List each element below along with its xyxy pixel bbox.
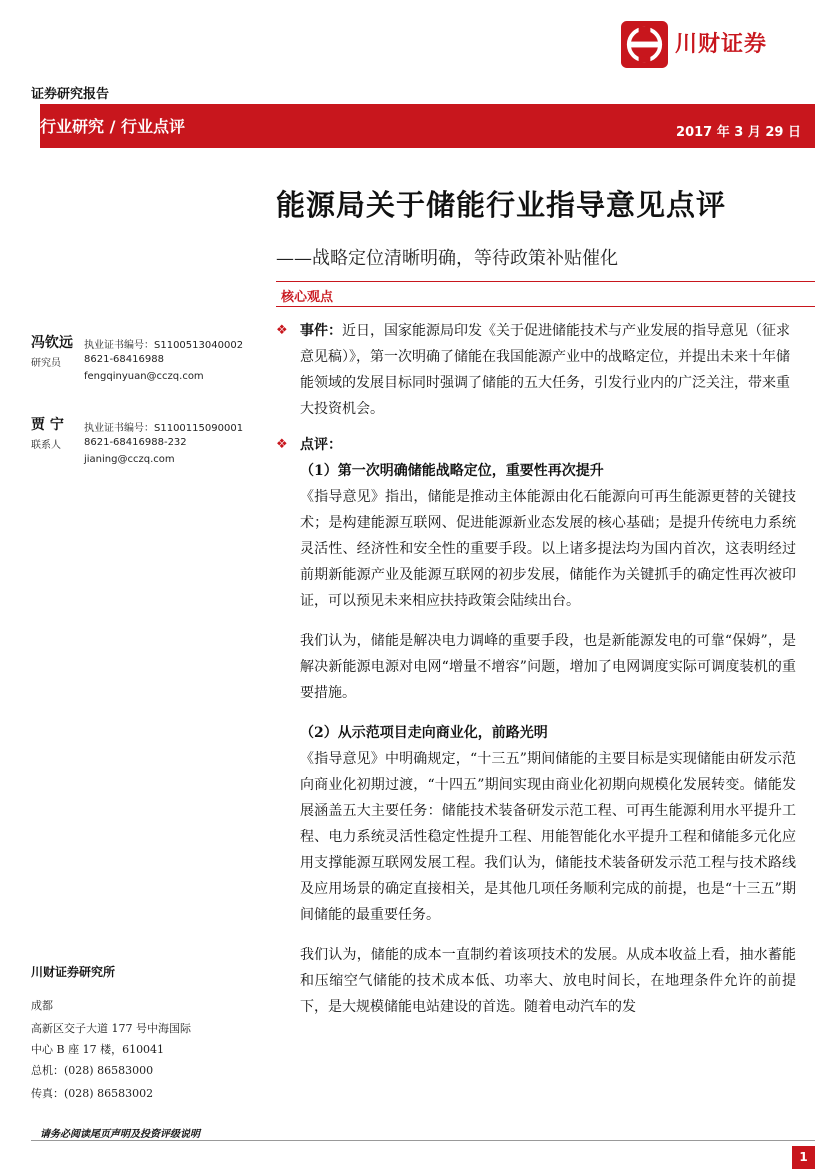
- institute-tel: 总机：(028) 86583000: [31, 1064, 154, 1077]
- diamond-bullet-icon: ❖: [276, 437, 288, 452]
- report-body: [276, 318, 796, 1034]
- report-date: 2017 年 3 月 29 日: [676, 125, 801, 140]
- paragraph: 《指导意见》指出，储能是推动主体能源由化石能源向可再生能源更替的关键技术；是构建能源互联网、促进能源新业态发展的核心基础；是提升传统电力系统灵活性、经济性和安全性的重要手段。以上诸多提法均为国内首次，这表明经过前期新能源产业及能源互联网的初步发展，储能作为关键抓手的确定性再次被印证，可以预见未来相应扶持政策会陆续出台。: [300, 489, 796, 609]
- analyst-name: 冯钦远: [31, 335, 73, 351]
- analyst-role: 联系人: [31, 440, 61, 451]
- analyst-phone: 8621-68416988-232: [84, 437, 187, 448]
- event-paragraph: [276, 318, 796, 422]
- page-number: 1: [792, 1146, 815, 1169]
- analyst-cert: 执业证书编号：S1100513040002: [84, 340, 244, 351]
- brand-name: 川财证券: [675, 32, 768, 57]
- report-category: 行业研究 / 行业点评: [40, 117, 185, 136]
- page-title: 能源局关于储能行业指导意见点评: [276, 188, 727, 222]
- analyst-email[interactable]: fengqinyuan@cczq.com: [84, 371, 204, 382]
- event-label: 事件：: [300, 323, 342, 339]
- institute-name: 川财证券研究所: [31, 965, 116, 979]
- section-heading: （1）第一次明确储能战略定位，重要性再次提升: [300, 463, 604, 479]
- analyst-name: 贾 宁: [31, 417, 64, 433]
- comment-heading: [276, 432, 796, 458]
- footer-disclaimer: 请务必阅读尾页声明及投资评级说明: [40, 1129, 200, 1140]
- analyst-cert: 执业证书编号：S1100115090001: [84, 423, 244, 434]
- institute-address: 高新区交子大道 177 号中海国际: [31, 1022, 191, 1035]
- brand-logo-icon: [621, 21, 668, 68]
- institute-address: 中心 B 座 17 楼，610041: [31, 1043, 165, 1056]
- diamond-bullet-icon: ❖: [276, 323, 288, 338]
- analyst-role: 研究员: [31, 358, 61, 369]
- paragraph: 我们认为，储能是解决电力调峰的重要手段，也是新能源发电的可靠“保姆”，是解决新能源电源对电网“增量不增容”问题，增加了电网调度实际可调度装机的重要措施。: [300, 633, 796, 701]
- section-heading: （2）从示范项目走向商业化，前路光明: [300, 725, 548, 741]
- footer-divider: [31, 1140, 815, 1141]
- comment-label: 点评：: [300, 437, 342, 453]
- analyst-phone: 8621-68416988: [84, 354, 164, 365]
- institute-fax: 传真：(028) 86583002: [31, 1087, 154, 1100]
- event-text: 近日，国家能源局印发《关于促进储能技术与产业发展的指导意见（征求意见稿）》，第一次明确了储能在我国能源产业中的战略定位，并提出未来十年储能领域的发展目标同时强调了储能的五大任务，引发行业内的广泛关注，带来重大投资机会。: [300, 323, 790, 417]
- core-view-label: 核心观点: [281, 290, 334, 305]
- analyst-email[interactable]: jianing@cczq.com: [84, 454, 175, 465]
- report-type: 证券研究报告: [31, 87, 110, 102]
- paragraph: 《指导意见》中明确规定，“十三五”期间储能的主要目标是实现储能由研发示范向商业化初期过渡，“十四五”期间实现由商业化初期向规模化发展转变。储能发展涵盖五大主要任务：储能技术装备研发示范工程、可再生能源利用水平提升工程、电力系统灵活性稳定性提升工程、用能智能化水平提升工程和储能多元化应用支撑能源互联网发展工程。我们认为，储能技术装备研发示范工程与技术路线及应用场景的确定直接相关，是其他几项任务顺利完成的前提，也是“十三五”期间储能的最重要任务。: [300, 751, 796, 923]
- institute-city: 成都: [31, 999, 53, 1012]
- paragraph: 我们认为，储能的成本一直制约着该项技术的发展。从成本收益上看，抽水蓄能和压缩空气储能的技术成本低、功率大、放电时间长，在地理条件允许的前提下，是大规模储能电站建设的首选。随着电动汽车的发: [300, 947, 796, 1015]
- divider: [276, 306, 815, 307]
- page-subtitle: ——战略定位清晰明确，等待政策补贴催化: [276, 248, 618, 269]
- divider: [276, 281, 815, 282]
